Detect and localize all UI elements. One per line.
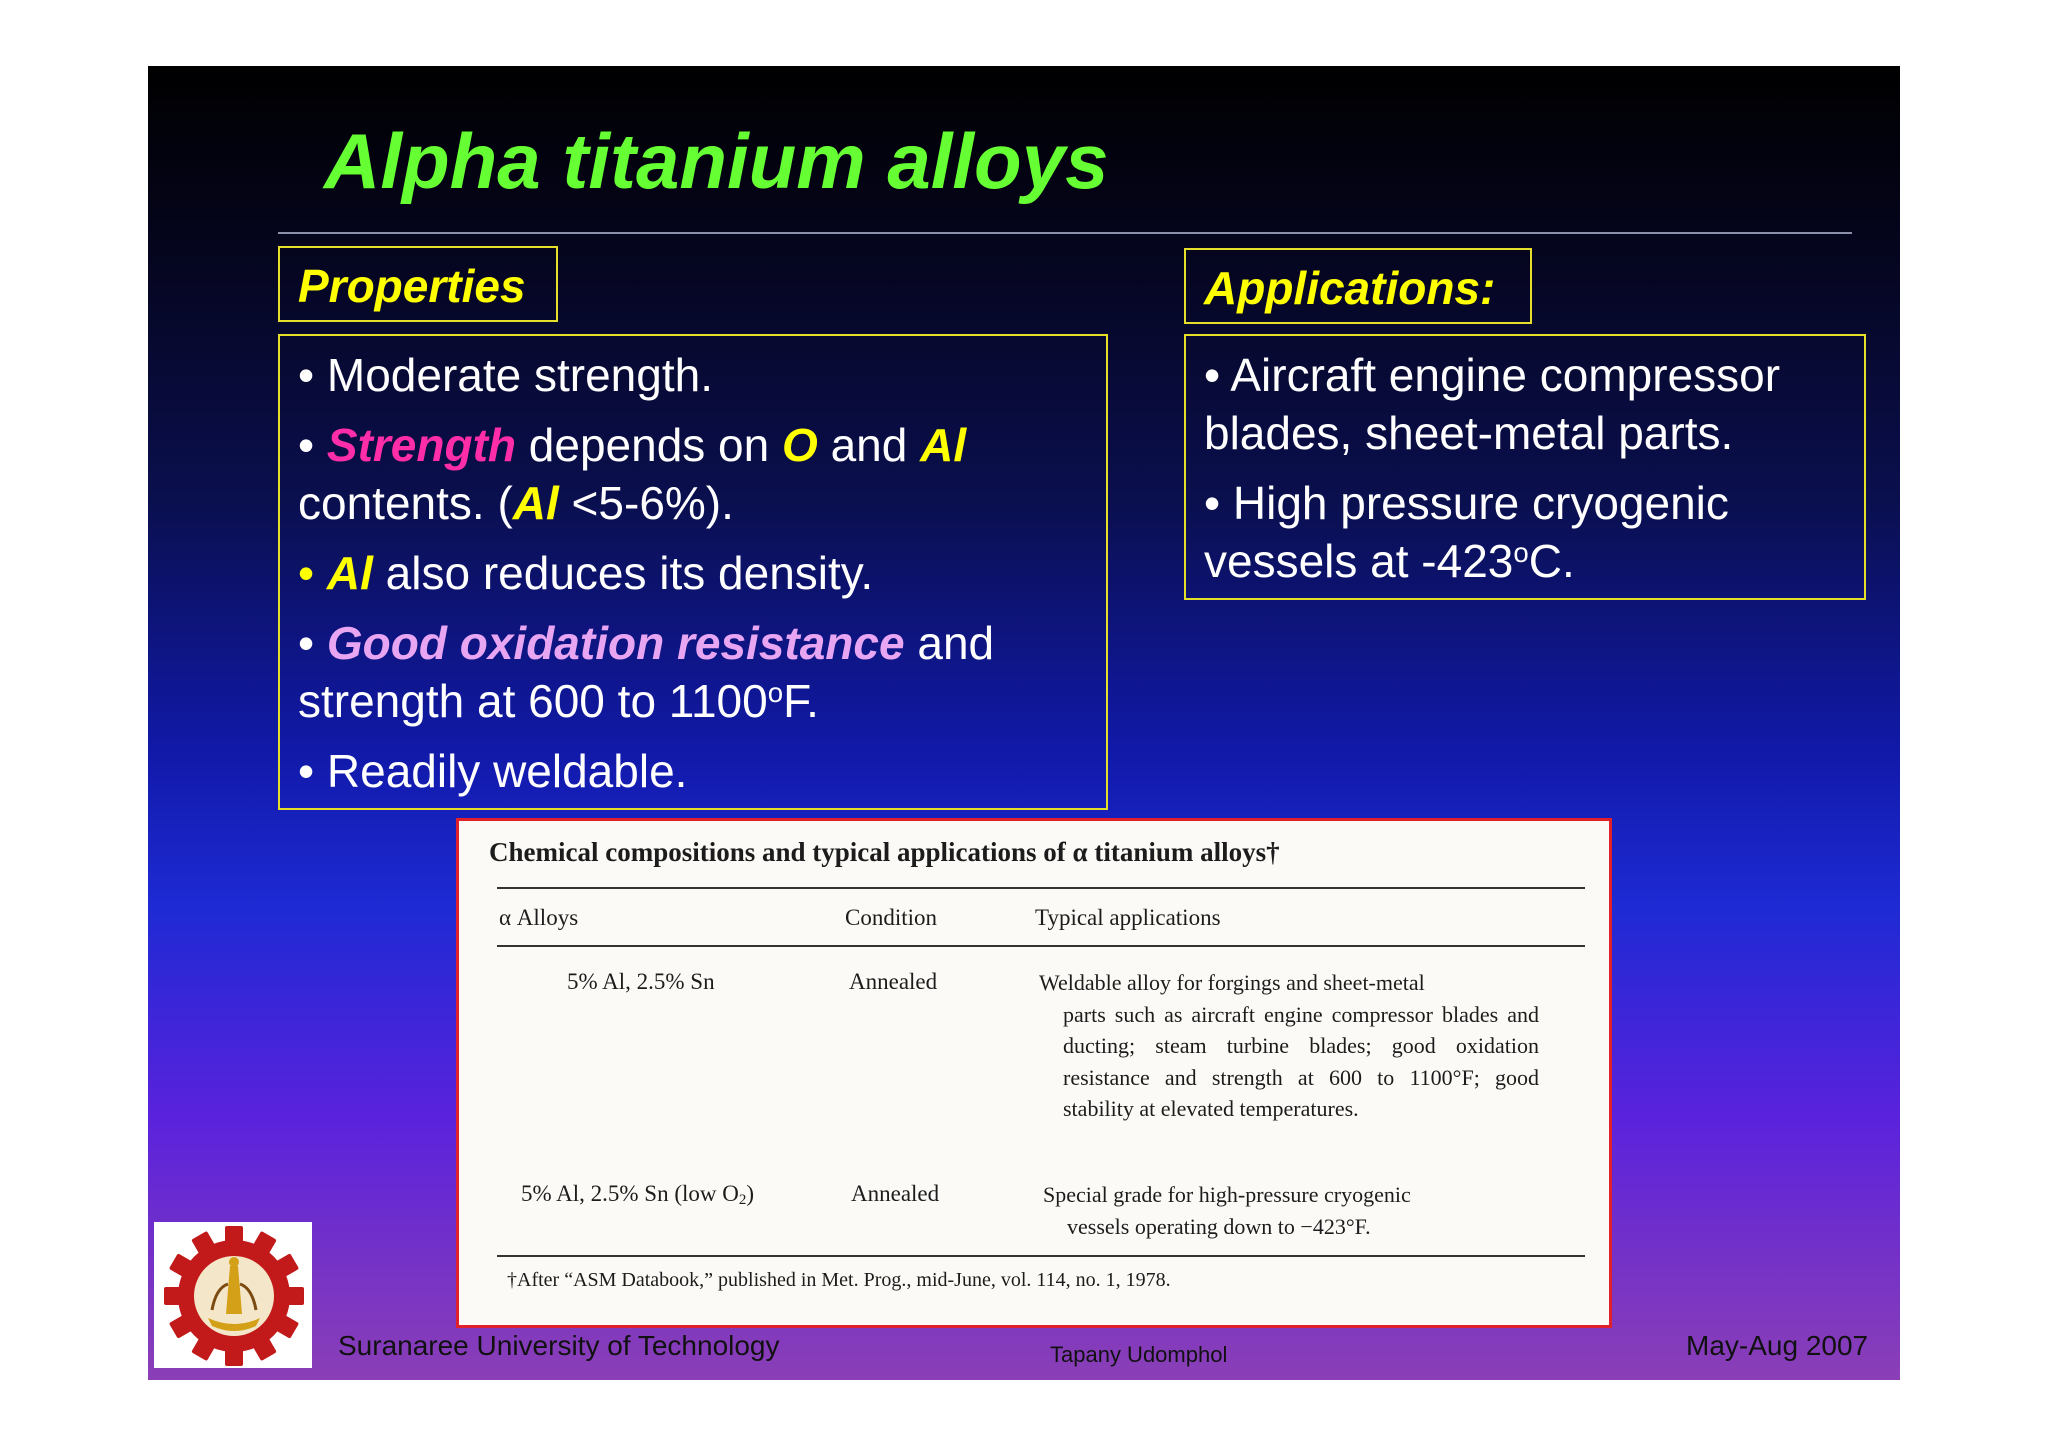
bullet-text: and strength at 600 to 1100 xyxy=(298,617,995,727)
bullet-text: contents. ( xyxy=(298,477,513,529)
bullet-text: and xyxy=(817,419,921,471)
aluminum-term: Al xyxy=(326,547,373,599)
property-bullet: • Moderate strength. xyxy=(298,349,713,401)
app-line: Special grade for high-pressure cryogenic xyxy=(1043,1182,1411,1207)
table-caption: Chemical compositions and typical applications of α titanium alloys† xyxy=(489,837,1280,867)
table-footnote: †After “ASM Databook,” published in Met. Prog., mid-June, vol. 114, no. 1, 1978. xyxy=(507,1269,1171,1291)
footer-date: May-Aug 2007 xyxy=(1686,1330,1869,1361)
degree-mark: o xyxy=(1513,536,1529,568)
row2-alloy xyxy=(521,1181,754,1207)
bullet-text: also reduces its density. xyxy=(372,547,874,599)
slide xyxy=(148,66,1900,1380)
row1-condition: Annealed xyxy=(849,969,938,994)
footer-university: Suranaree University of Technology xyxy=(338,1330,780,1361)
properties-list xyxy=(278,334,1108,810)
oxygen-term: O xyxy=(782,419,818,471)
application-bullet: • Aircraft engine compressor blades, sheet-metal parts. xyxy=(1204,349,1781,459)
applications-label: Applications: xyxy=(1184,248,1532,324)
app-line: vessels operating down to −423°F. xyxy=(1067,1213,1371,1239)
alloy-table-image xyxy=(456,818,1612,1328)
row1-applications xyxy=(1039,967,1539,1125)
unit-text: F. xyxy=(783,675,819,727)
bullet-text: • High pressure cryogenic vessels at -423 xyxy=(1204,477,1729,587)
row2-applications xyxy=(1043,1179,1543,1242)
title-divider xyxy=(278,232,1852,234)
row1-alloy: 5% Al, 2.5% Sn xyxy=(567,969,715,994)
alloy-text: 5% Al, 2.5% Sn (low O xyxy=(521,1181,739,1206)
bullet-text: <5-6%). xyxy=(558,477,734,529)
table-rule xyxy=(497,1255,1585,1257)
strength-term: Strength xyxy=(326,419,516,471)
subscript: 2 xyxy=(738,1191,747,1208)
property-bullet: • Readily weldable. xyxy=(298,745,688,797)
application-bullet xyxy=(1204,474,1846,590)
property-bullet: • Al also reduces its density. xyxy=(298,547,874,599)
row2-condition: Annealed xyxy=(851,1181,940,1206)
university-gear-emblem-icon xyxy=(154,1222,312,1368)
alloy-text: ) xyxy=(746,1181,755,1206)
oxidation-term: Good oxidation resistance xyxy=(326,617,905,669)
footer-author: Tapany Udomphol xyxy=(1050,1342,1228,1367)
app-line: Weldable alloy for forgings and sheet-metal xyxy=(1039,970,1425,995)
header-condition: Condition xyxy=(845,905,938,930)
aluminum-term: Al xyxy=(920,419,967,471)
header-applications: Typical applications xyxy=(1035,905,1221,930)
table-rule xyxy=(497,887,1585,889)
aluminum-term: Al xyxy=(512,477,559,529)
bullet-text: depends on xyxy=(516,419,783,471)
applications-list xyxy=(1184,334,1866,600)
table-rule xyxy=(497,945,1585,947)
properties-label: Properties xyxy=(278,246,558,322)
slide-title: Alpha titanium alloys xyxy=(324,117,1109,205)
property-bullet: • Strength depends on O and Al contents. (Al <5-6%). xyxy=(298,419,967,529)
degree-mark: o xyxy=(767,676,784,708)
app-line: parts such as aircraft engine compressor blades and ducting; steam turbine blades; good oxidation resistance and strength at 600 to 1100°F; good stability at elevated temperatures. xyxy=(1063,1001,1539,1121)
unit-text: C. xyxy=(1528,535,1575,587)
property-bullet: • Good oxidation resistance and strength at 600 to 1100$^o$F. xyxy=(298,617,995,727)
header-alloys: α Alloys xyxy=(499,905,579,930)
